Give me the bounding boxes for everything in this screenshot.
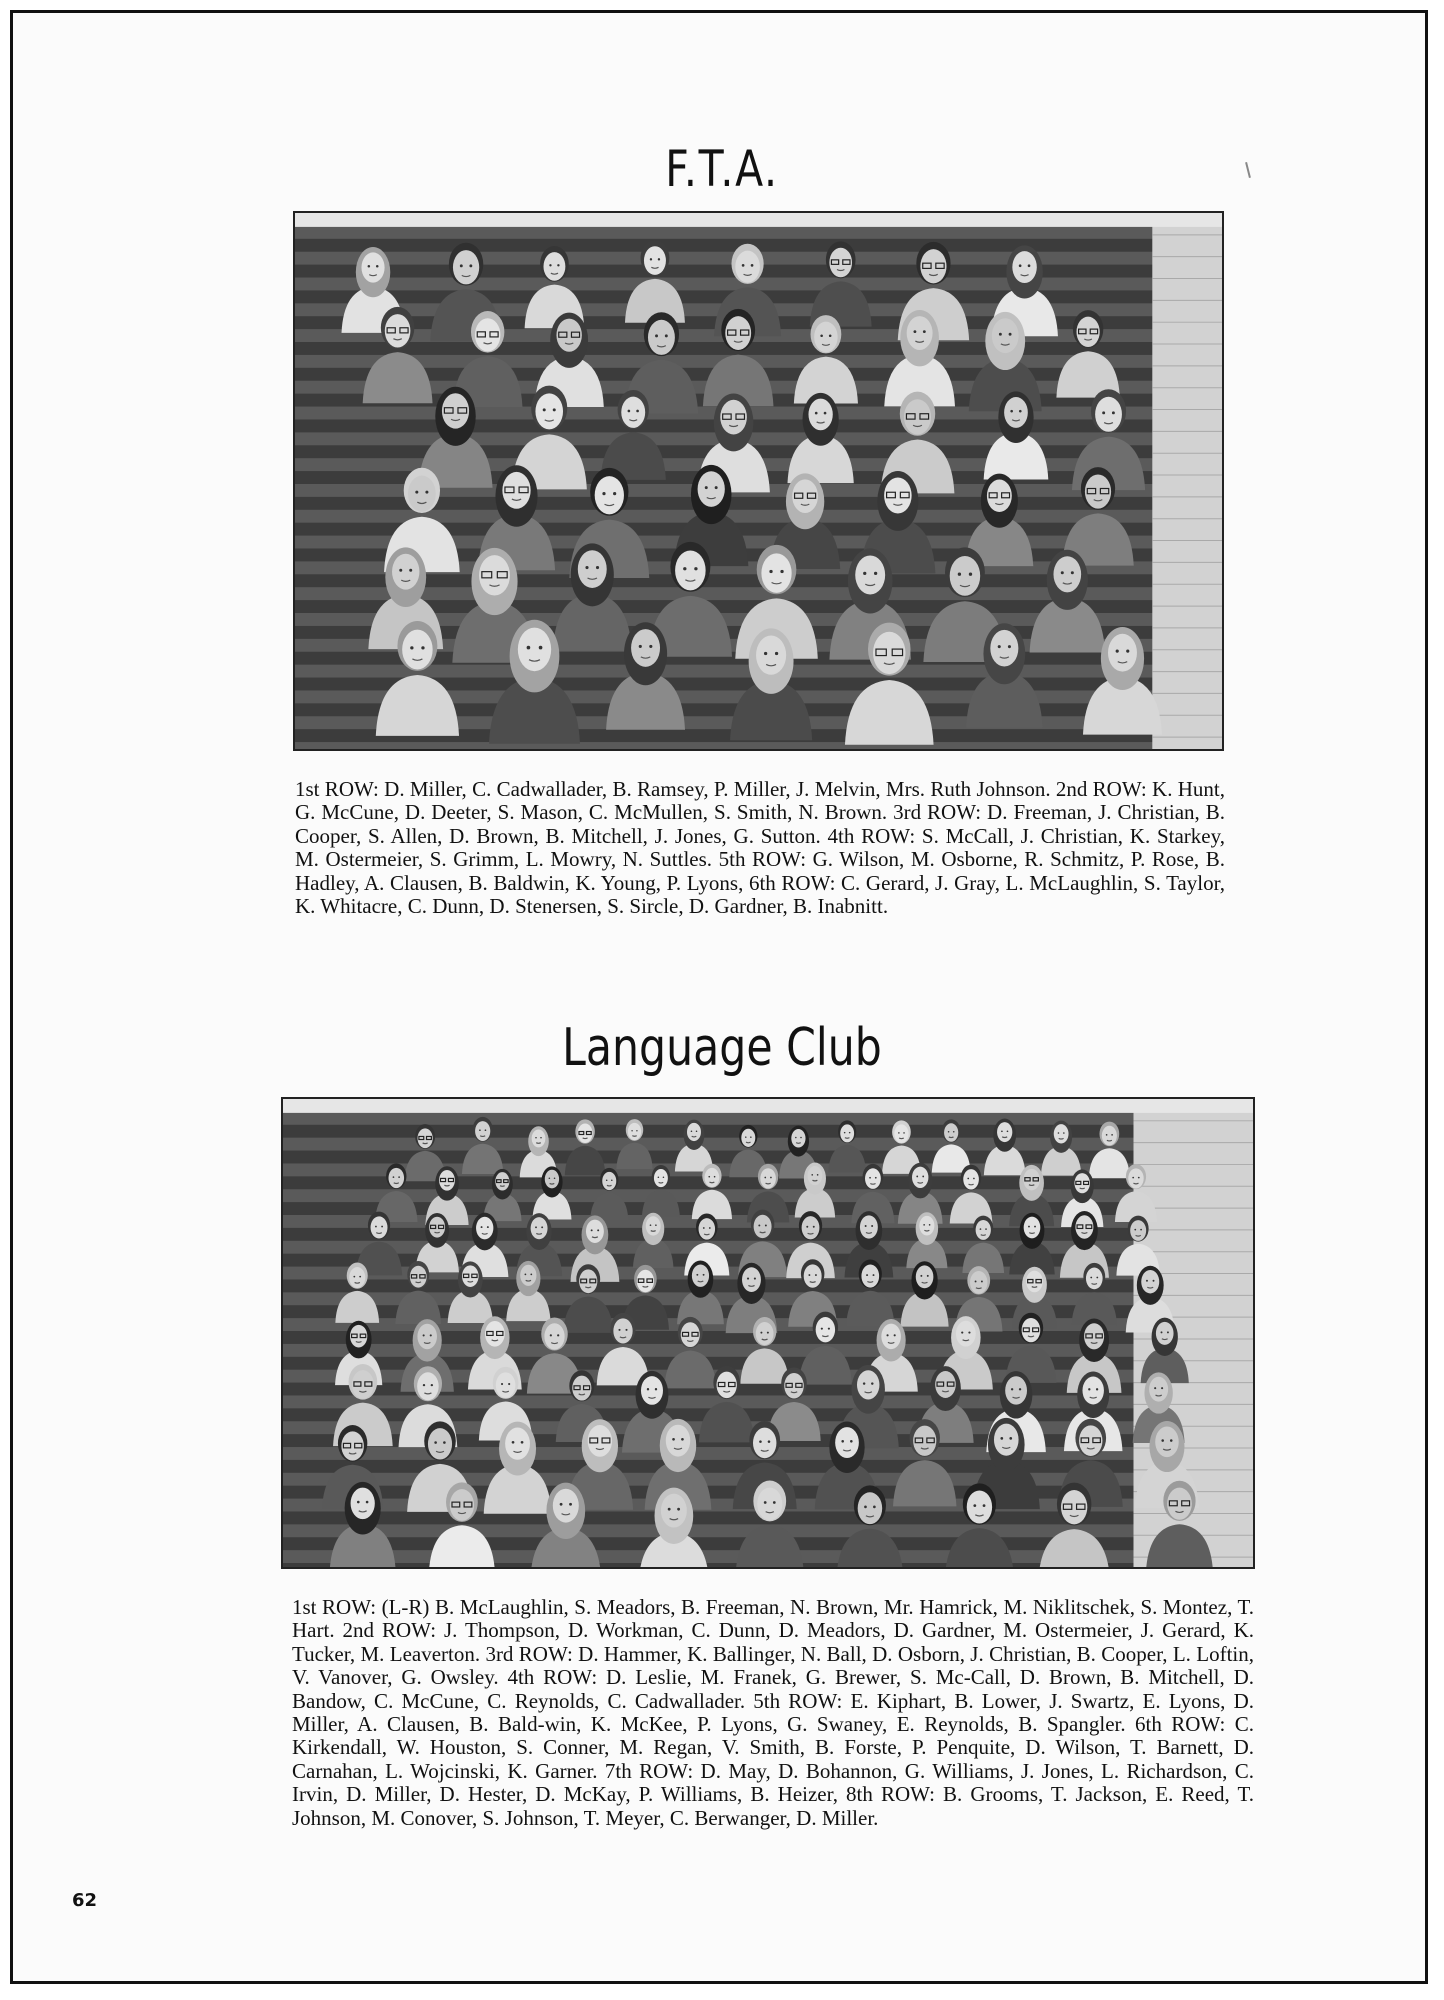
fta-caption: 1st ROW: D. Miller, C. Cadwallader, B. Ramsey, P. Miller, J. Melvin, Mrs. Ruth Johnson. 2nd ROW: K. Hunt, G. McCune, D. Deeter, S. Mason, C. McMullen, S. Smith, N. Brown. 3rd ROW: D. Freeman, J. Christian, B. Cooper, S. Allen, D. Brown, B. Mitchell, J. Jones, G. Sutton. 4th ROW: S. McCall, J. Christian, K. Starkey, M. Ostermeier, S. Grimm, L. Mowry, N. Suttles. 5th ROW: G. Wilson, M. Osborne, R. Schmitz, P. Rose, B. Hadley, A. Clausen, B. Baldwin, K. Young, P. Lyons, 6th ROW: C. Gerard, J. Gray, L. McLaughlin, S. Taylor, K. Whitacre, C. Dunn, D. Stenersen, S. Sircle, D. Gardner, B. Inabnitt. — [295, 777, 1225, 919]
language-club-title: Language Club — [562, 1018, 882, 1078]
language-club-group-photo — [281, 1097, 1255, 1569]
fta-title: F.T.A. — [665, 140, 779, 198]
language-club-photo-image — [283, 1099, 1253, 1567]
fta-photo-image — [295, 213, 1222, 749]
page-number: 62 — [72, 1890, 98, 1911]
fta-group-photo — [293, 211, 1224, 751]
language-club-caption: 1st ROW: (L-R) B. McLaughlin, S. Meadors, B. Freeman, N. Brown, Mr. Hamrick, M. Niklitschek, S. Montez, T. Hart. 2nd ROW: J. Thompson, D. Workman, C. Dunn, D. Meadors, D. Gardner, M. Ostermeier, J. Gerard, K. Tucker, M. Leaverton. 3rd ROW: D. Hammer, K. Ballinger, N. Ball, D. Osborn, J. Christian, B. Cooper, L. Loftin, V. Vanover, G. Owsley. 4th ROW: D. Leslie, M. Franek, G. Brewer, S. Mc-Call, D. Brown, B. Mitchell, D. Bandow, C. McCune, C. Reynolds, C. Cadwallader. 5th ROW: E. Kiphart, B. Lower, J. Swartz, E. Lyons, D. Miller, A. Clausen, B. Bald-win, K. McKee, P. Lyons, G. Swaney, E. Reynolds, B. Spangler. 6th ROW: C. Kirkendall, W. Houston, S. Conner, M. Regan, V. Smith, B. Forste, P. Penquite, D. Wilson, T. Barnett, D. Carnahan, L. Wojcinski, K. Garner. 7th ROW: D. May, D. Bohannon, G. Williams, J. Jones, L. Richardson, C. Irvin, D. Miller, D. Hester, D. McKay, P. Williams, B. Heizer, 8th ROW: B. Grooms, T. Jackson, E. Reed, T. Johnson, M. Conover, S. Johnson, T. Meyer, C. Berwanger, D. Miller. — [292, 1595, 1254, 1830]
